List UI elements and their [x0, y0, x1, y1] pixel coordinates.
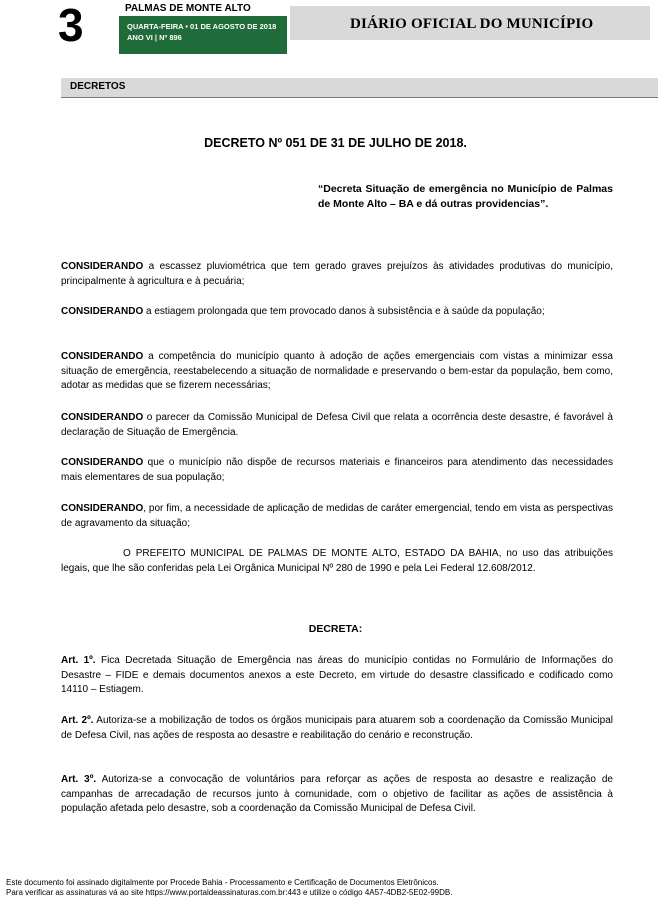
- city-name: PALMAS DE MONTE ALTO: [125, 3, 251, 14]
- preamble-lead: O PREFEITO MUNICIPAL DE PALMAS DE MONTE ALTO, ESTADO DA BAHIA: [123, 548, 499, 559]
- article-lead: Art. 2º.: [61, 715, 94, 726]
- decree-ementa: “Decreta Situação de emergência no Município de Palmas de Monte Alto – BA e dá outras providencias”.: [318, 183, 613, 210]
- considerando-lead: CONSIDERANDO: [61, 306, 144, 317]
- considerando-paragraph: [61, 456, 613, 485]
- footer-line: Para verificar as assinaturas vá ao site https://www.portaldeassinaturas.com.br:443 e utilize o código 4A57-4DB2-5E02-99DB.: [6, 887, 453, 897]
- considerando-text: a escassez pluviométrica que tem gerado graves prejuízos às atividades produtivas do município, principalmente à agricultura e à pecuária;: [61, 261, 613, 287]
- considerando-text: a estiagem prolongada que tem provocado danos à subsistência e à saúde da população;: [143, 306, 545, 317]
- article-text: Autoriza-se a convocação de voluntários para reforçar as ações de resposta ao desastre e realização de campanhas de arrecadação de recursos junto à comunidade, com o objetivo de facilitar as ações de assistência à população afetada pelo desastre, sob a coordenação da Comissão Municipal de Defesa Civil.: [61, 774, 613, 814]
- considerando-lead: CONSIDERANDO: [61, 412, 144, 423]
- considerando-paragraph: [61, 502, 613, 531]
- article-text: Autoriza-se a mobilização de todos os órgãos municipais para atuarem sob a coordenação da Comissão Municipal de Defesa Civil, nas ações de resposta ao desastre e reabilitação do cenário e reconstrução.: [61, 715, 613, 741]
- article-lead: Art. 1º.: [61, 655, 96, 666]
- considerando-paragraph: [61, 350, 613, 394]
- considerando-text: a competência do município quanto à adoção de ações emergenciais com vistas a minimizar essa situação de emergência, reestabelecendo a situação de normalidade e preservando o bem-estar da população, bem como, adotar as medidas que se fizerem necessárias;: [61, 351, 613, 391]
- journal-title: DIÁRIO OFICIAL DO MUNICÍPIO: [350, 16, 594, 32]
- considerando-lead: CONSIDERANDO: [61, 457, 144, 468]
- considerando-text: o parecer da Comissão Municipal de Defesa Civil que relata a ocorrência deste desastre, é favorável à declaração de Situação de Emergência.: [61, 412, 613, 438]
- edition-number: ANO VI | Nº 896: [127, 32, 182, 42]
- considerando-paragraph: [61, 305, 613, 320]
- article-lead: Art. 3º.: [61, 774, 97, 785]
- decree-title: DECRETO Nº 051 DE 31 DE JULHO DE 2018.: [204, 136, 467, 150]
- considerando-lead: CONSIDERANDO: [61, 261, 144, 272]
- section-bar: [61, 78, 658, 98]
- considerando-lead: CONSIDERANDO: [61, 503, 144, 514]
- considerando-paragraph: [61, 411, 613, 440]
- considerando-text: que o município não dispõe de recursos materiais e financeiros para atendimento das necessidades mais elementares de sua população;: [61, 457, 613, 483]
- section-label: DECRETOS: [70, 81, 126, 92]
- footer-line: Este documento foi assinado digitalmente por Procede Bahia - Processamento e Certificação de Documentos Eletrônicos.: [6, 878, 439, 887]
- edition-date: QUARTA-FEIRA • 01 DE AGOSTO DE 2018: [127, 22, 277, 31]
- considerando-lead: CONSIDERANDO: [61, 351, 144, 362]
- article-text: Fica Decretada Situação de Emergência nas áreas do município contidas no Formulário de Informações do Desastre – FIDE e demais documentos anexos a este Decreto, em virtude do desastre classificado e codificado como 14110 – Estiagem.: [61, 655, 614, 695]
- decreta-heading: DECRETA:: [308, 623, 363, 635]
- preamble-text: , no uso das atribuições legais, que lhe são conferidas pela Lei Orgânica Municipal Nº 280 de 1990 e pela Lei Federal 12.608/2012.: [61, 548, 614, 574]
- considerando-paragraph: [61, 260, 613, 289]
- article-paragraph: [61, 714, 613, 743]
- article-paragraph: [61, 654, 613, 698]
- article-paragraph: [61, 773, 613, 817]
- page-number: 3: [58, 0, 84, 51]
- signature-footer: [6, 878, 452, 897]
- considerando-text: , por fim, a necessidade de aplicação de medidas de caráter emergencial, tendo em vista as perspectivas de agravamento da situação;: [61, 503, 613, 529]
- edition-box: [119, 16, 287, 54]
- preamble-paragraph: [61, 547, 613, 576]
